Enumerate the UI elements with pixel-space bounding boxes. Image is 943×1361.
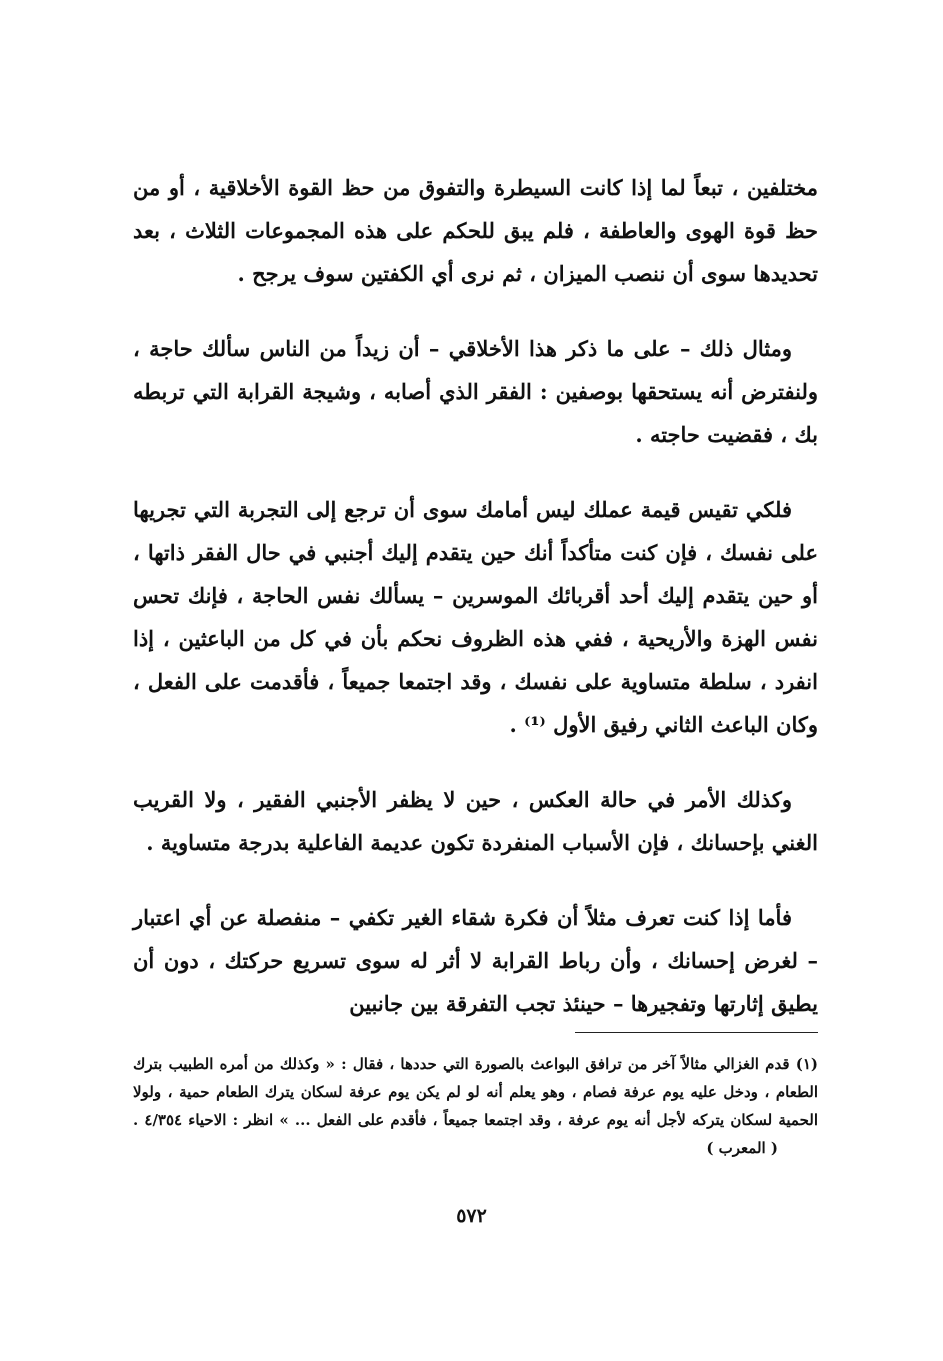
- footnote-attribution: ( المعرب ): [706, 1139, 778, 1157]
- paragraph-5: فأما إذا كنت تعرف مثلاً أن فكرة شقاء الغير تكفي – منفصلة عن أي اعتبار – لغرض إحسانك ، وأن رباط القرابة لا أثر له سوى تسريع حركتك ، دون أن يطيق إثارتها وتفجيرها – حينئذ تجب التفرقة بين جانبين: [133, 905, 818, 1016]
- main-text: [133, 166, 818, 1057]
- page-number: ٥٧٢: [456, 1205, 487, 1227]
- paragraph-3: فلكي تقيس قيمة عملك ليس أمامك سوى أن ترجع إلى التجربة التي تجريها على نفسك ، فإن كنت متأكداً أنك حين يتقدم إليك أجنبي في حال الفقر ذاتها ، أو حين يتقدم إليك أحد أقربائك الموسرين – يسألك نفس الحاجة ، فإنك تحس نفس الهزة والأريحية ، ففي هذه الظروف نحكم بأن في كل من الباعثين ، إذا انفرد ، سلطة متساوية على نفسك ، وقد اجتمعا جميعاً ، فأقدمت على الفعل ، وكان الباعث الثاني رفيق الأول ⁽¹⁾ .: [133, 497, 818, 737]
- footnote-separator: [575, 1032, 818, 1033]
- paragraph-1: مختلفين ، تبعاً لما إذا كانت السيطرة والتفوق من حظ القوة الأخلاقية ، أو من حظ قوة الهوى والعاطفة ، فلم يبق للحكم على هذه المجموعات الثلاث ، بعد تحديدها سوى أن ننصب الميزان ، ثم نرى أي الكفتين سوف يرجح .: [133, 175, 818, 286]
- footnote-1: [133, 1050, 818, 1162]
- footnote-text: (١) قدم الغزالي مثالاً آخر من ترافق البواعث بالصورة التي حددها ، فقال : « وكذلك من أمره الطبيب بترك الطعام ، ودخل عليه يوم عرفة فصام ، وهو يعلم أنه لو لم يكن يوم عرفة لسكان يترك الطعام حمية ، ولولا الحمية لسكان يتركه لأجل أنه يوم عرفة ، وقد اجتمعا جميعاً ، فأقدم على الفعل ... » انظر : الاحياء ٤/٣٥٤ .: [133, 1055, 818, 1129]
- paragraph-4: وكذلك الأمر في حالة العكس ، حين لا يظفر الأجنبي الفقير ، ولا القريب الغني بإحسانك ، فإن الأسباب المنفردة تكون عديمة الفاعلية بدرجة متساوية .: [133, 787, 818, 855]
- footnote-block: [133, 1050, 818, 1162]
- paragraph-2: ومثال ذلك – على ما ذكر هذا الأخلاقي – أن زيداً من الناس سألك حاجة ، ولنفترض أنه يستحقها بوصفين : الفقر الذي أصابه ، وشيجة القرابة التي تربطه بك ، فقضيت حاجته .: [133, 336, 818, 447]
